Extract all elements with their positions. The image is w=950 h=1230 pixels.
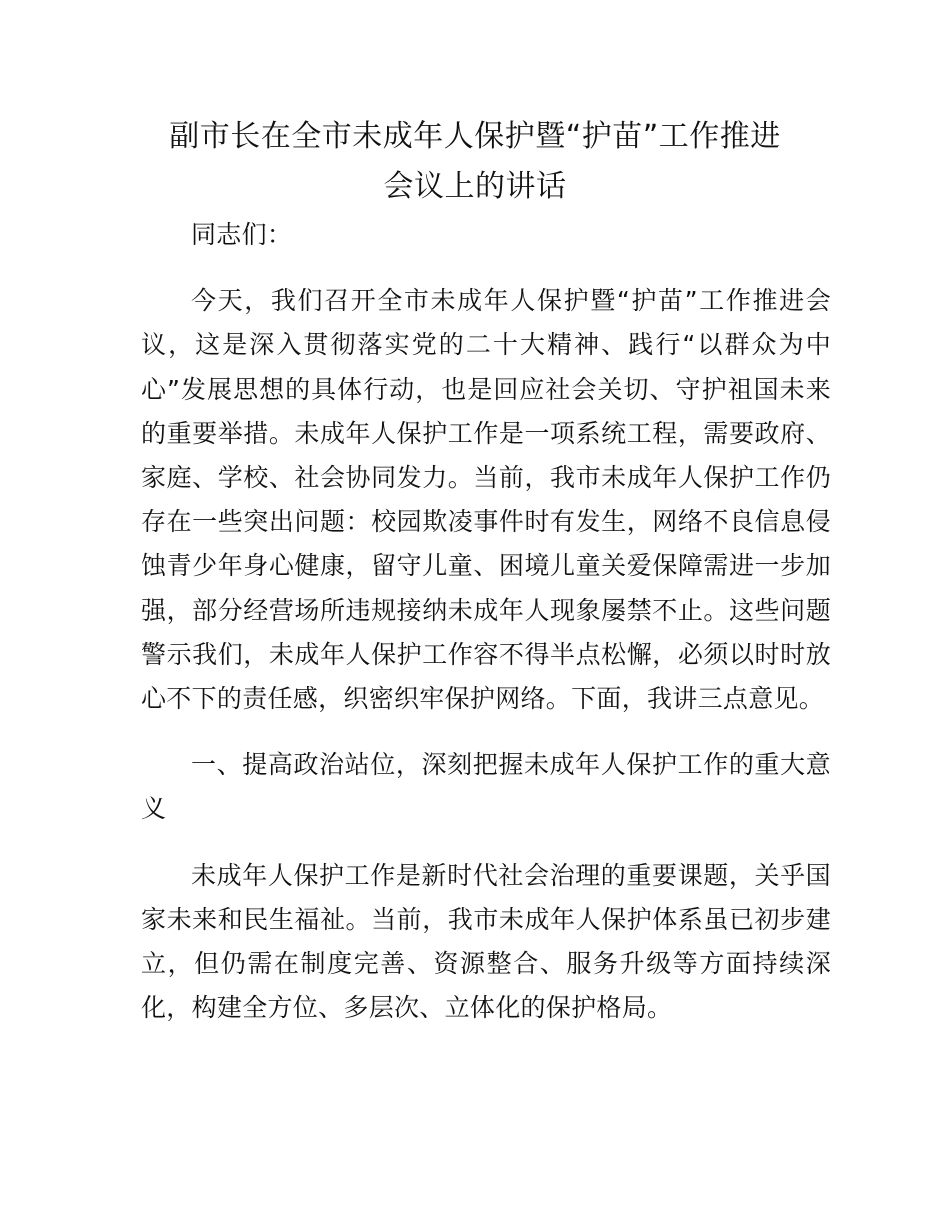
section-heading-1: 一、提高政治站位，深刻把握未成年人保护工作的重大意义	[141, 750, 831, 824]
paragraph-section-1: 未成年人保护工作是新时代社会治理的重要课题，关乎国家未来和民生福祉。当前，我市未成年人保护体系虽已初步建立，但仍需在制度完善、资源整合、服务升级等方面持续深化，构建全方位、多层次、立体化的保护格局。	[141, 860, 831, 1023]
title-line-2: 会议上的讲话	[383, 169, 567, 204]
document-title	[120, 112, 830, 212]
title-line-1: 副市长在全市未成年人保护暨“护苗”工作推进	[169, 119, 781, 154]
greeting: 同志们：	[191, 220, 293, 249]
paragraph-intro: 今天，我们召开全市未成年人保护暨“护苗”工作推进会议，这是深入贯彻落实党的二十大精神、践行“以群众为中心”发展思想的具体行动，也是回应社会关切、守护祖国未来的重要举措。未成年人保护工作是一项系统工程，需要政府、家庭、学校、社会协同发力。当前，我市未成年人保护工作仍存在一些突出问题：校园欺凌事件时有发生，网络不良信息侵蚀青少年身心健康，留守儿童、困境儿童关爱保障需进一步加强，部分经营场所违规接纳未成年人现象屡禁不止。这些问题警示我们，未成年人保护工作容不得半点松懈，必须以时时放心不下的责任感，织密织牢保护网络。下面，我讲三点意见。	[141, 286, 831, 714]
document-body	[141, 213, 831, 1052]
